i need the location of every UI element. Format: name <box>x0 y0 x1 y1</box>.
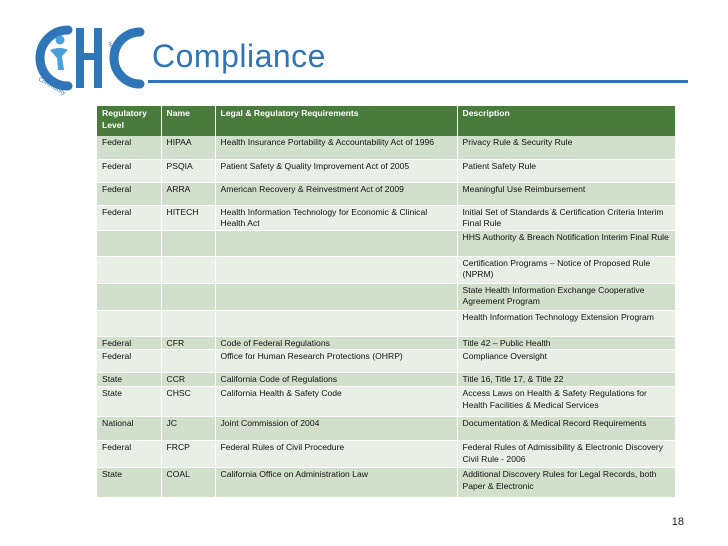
cell-name <box>161 283 215 310</box>
cell-requirement: Health Insurance Portability & Accountability Act of 1996 <box>215 136 457 159</box>
table-row <box>97 310 675 336</box>
cell-description: Privacy Rule & Security Rule <box>457 136 675 159</box>
cell-level: Federal <box>97 441 161 468</box>
cell-level: Federal <box>97 136 161 159</box>
cell-description: Certification Programs – Notice of Proposed Rule (NPRM) <box>457 256 675 283</box>
cell-level: National <box>97 417 161 441</box>
table-row <box>97 182 675 205</box>
cell-description: Title 16, Title 17, & Title 22 <box>457 373 675 387</box>
cell-level <box>97 283 161 310</box>
cell-name: CCR <box>161 373 215 387</box>
svg-text:Health Connections: Health Connections <box>106 40 127 84</box>
table-row <box>97 283 675 310</box>
cell-requirement: Health Information Technology for Economic & Clinical Health Act <box>215 205 457 230</box>
table-row <box>97 256 675 283</box>
cell-level: State <box>97 387 161 417</box>
cell-requirement: Patient Safety & Quality Improvement Act of 2005 <box>215 159 457 182</box>
cell-description: Patient Safety Rule <box>457 159 675 182</box>
title-underline <box>148 80 688 83</box>
cell-name: HITECH <box>161 205 215 230</box>
cell-requirement: California Code of Regulations <box>215 373 457 387</box>
page-number: 18 <box>671 516 684 528</box>
cell-description: Compliance Oversight <box>457 350 675 373</box>
cell-level: Federal <box>97 350 161 373</box>
table-row <box>97 468 675 498</box>
header-regulatory-level: Regulatory Level <box>97 106 161 136</box>
cell-level <box>97 310 161 336</box>
cell-requirement <box>215 310 457 336</box>
cell-name <box>161 230 215 256</box>
cell-name <box>161 350 215 373</box>
cell-name: JC <box>161 417 215 441</box>
table-row <box>97 417 675 441</box>
cell-level: Federal <box>97 182 161 205</box>
table-row <box>97 336 675 350</box>
cell-description: HHS Authority & Breach Notification Interim Final Rule <box>457 230 675 256</box>
header-name: Name <box>161 106 215 136</box>
cell-name: HIPAA <box>161 136 215 159</box>
cell-name <box>161 310 215 336</box>
table-row <box>97 205 675 230</box>
cell-level: State <box>97 373 161 387</box>
cell-description: Additional Discovery Rules for Legal Records, both Paper & Electronic <box>457 468 675 498</box>
cell-description: State Health Information Exchange Cooperative Agreement Program <box>457 283 675 310</box>
svg-text:Community: Community <box>37 76 67 96</box>
table-row <box>97 159 675 182</box>
cell-description: Access Laws on Health & Safety Regulations for Health Facilities & Medical Services <box>457 387 675 417</box>
cell-requirement: California Office on Administration Law <box>215 468 457 498</box>
cell-level: Federal <box>97 159 161 182</box>
cell-requirement <box>215 230 457 256</box>
table-row <box>97 387 675 417</box>
cell-level: Federal <box>97 205 161 230</box>
cell-requirement <box>215 283 457 310</box>
cell-requirement: Code of Federal Regulations <box>215 336 457 350</box>
cell-description: Initial Set of Standards & Certification Criteria Interim Final Rule <box>457 205 675 230</box>
cell-level <box>97 230 161 256</box>
cell-description: Title 42 – Public Health <box>457 336 675 350</box>
cell-name <box>161 256 215 283</box>
cell-requirement: Office for Human Research Protections (OHRP) <box>215 350 457 373</box>
cell-description: Meaningful Use Reimbursement <box>457 182 675 205</box>
cell-level: State <box>97 468 161 498</box>
cell-description: Health Information Technology Extension Program <box>457 310 675 336</box>
table-header-row <box>97 106 675 136</box>
header-legal-requirements: Legal & Regulatory Requirements <box>215 106 457 136</box>
header-description: Description <box>457 106 675 136</box>
cell-level <box>97 256 161 283</box>
cell-name: CFR <box>161 336 215 350</box>
cell-requirement: Joint Commission of 2004 <box>215 417 457 441</box>
cell-description: Documentation & Medical Record Requirements <box>457 417 675 441</box>
table-row <box>97 373 675 387</box>
cell-name: CHSC <box>161 387 215 417</box>
table-row <box>97 136 675 159</box>
page-title: Compliance <box>152 38 326 74</box>
cell-requirement <box>215 256 457 283</box>
table-row <box>97 350 675 373</box>
cell-name: COAL <box>161 468 215 498</box>
cell-name: FRCP <box>161 441 215 468</box>
cell-description: Federal Rules of Admissibility & Electronic Discovery Civil Rule - 2006 <box>457 441 675 468</box>
compliance-table <box>97 106 676 498</box>
cell-requirement: Federal Rules of Civil Procedure <box>215 441 457 468</box>
cell-requirement: California Health & Safety Code <box>215 387 457 417</box>
table-row <box>97 230 675 256</box>
table-row <box>97 441 675 468</box>
chc-logo <box>28 20 148 96</box>
cell-level: Federal <box>97 336 161 350</box>
cell-name: ARRA <box>161 182 215 205</box>
cell-requirement: American Recovery & Reinvestment Act of 2009 <box>215 182 457 205</box>
cell-name: PSQIA <box>161 159 215 182</box>
